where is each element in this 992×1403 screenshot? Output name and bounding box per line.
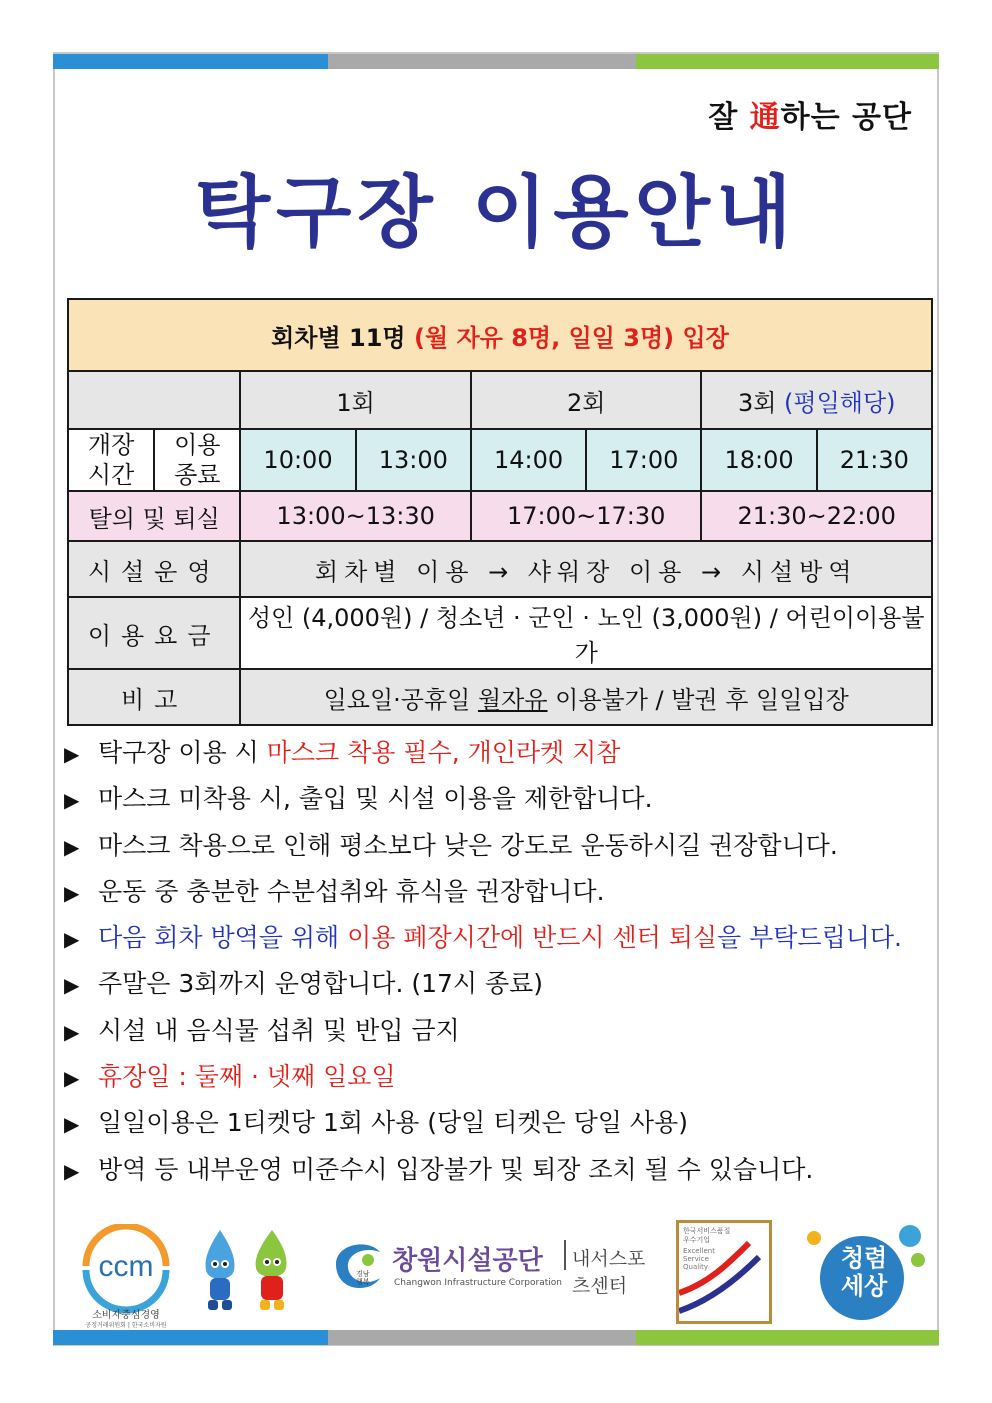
remark-value: 일요일·공휴일 월자유 이용불가 / 발권 후 일일입장 [240, 669, 932, 725]
org-divider [564, 1240, 566, 1270]
session-2-open: 14:00 [471, 429, 586, 491]
bullet-arrow-icon: ▶ [64, 788, 80, 813]
bar-segment-gray [328, 1330, 636, 1345]
org-center: 내서스포츠센터 [572, 1248, 646, 1297]
session-2-end: 17:00 [586, 429, 701, 491]
ksq-stripes-icon [679, 1223, 769, 1321]
page-title: 탁구장 이용안내 [194, 168, 798, 258]
bullet-arrow-icon: ▶ [64, 1066, 80, 1091]
bar-segment-blue [53, 54, 328, 69]
seal-small-text: 경남 행복 [356, 1270, 370, 1286]
bullet-arrow-icon: ▶ [64, 927, 80, 952]
ccm-sub2: 공정거래위원회 | 한국소비자원 [85, 1322, 167, 1329]
ccm-sub: 소비자중심경영 [92, 1310, 160, 1321]
bullet-arrow-icon: ▶ [64, 880, 80, 905]
session-3-end: 21:30 [817, 429, 932, 491]
operation-row [68, 541, 932, 597]
ksq-kr: 한국서비스품질 우수기업 [683, 1227, 731, 1244]
session-3: 3회 (평일해당) [701, 371, 932, 429]
bullet-arrow-icon: ▶ [64, 1112, 80, 1137]
ksq-badge [676, 1220, 772, 1324]
remark-label: 비고 [68, 669, 240, 725]
top-color-bar [53, 54, 939, 69]
notice-text: 방역 등 내부운영 미준수시 입장불가 및 퇴장 조치 될 수 있습니다. [98, 1154, 814, 1184]
ksq-en: Excellent Service Quality [683, 1247, 715, 1271]
notice-text: 시설 내 음식물 섭취 및 반입 금지 [98, 1015, 460, 1045]
notice-item [64, 776, 934, 822]
session-2: 2회 [471, 371, 702, 429]
ccm-logo [76, 1224, 176, 1329]
session-1: 1회 [240, 371, 471, 429]
notice-text: 마스크 미착용 시, 출입 및 시설 이용을 제한합니다. [98, 784, 653, 814]
remark-row [68, 669, 932, 725]
notice-text: 탁구장 이용 시 [98, 738, 267, 767]
capacity-header: 회차별 11명 (월 자유 8명, 일일 3명) 입장 [68, 299, 932, 371]
notice-item [64, 1100, 934, 1146]
notice-text: 휴장일 : 둘째 · 넷째 일요일 [98, 1062, 396, 1092]
fee-label: 이용요금 [68, 597, 240, 669]
operation-label: 시설운영 [68, 541, 240, 597]
changwon-emblem-icon [328, 1234, 388, 1304]
logo-strip [60, 1210, 932, 1328]
bullet-arrow-icon: ▶ [64, 834, 80, 859]
changwon-logo [328, 1234, 648, 1314]
session-1-exit: 13:00~13:30 [240, 491, 471, 541]
fee-value: 성인 (4,000원) / 청소년 · 군인 · 노인 (3,000원) / 어린이이용불가 [240, 597, 932, 669]
notice-text: 다음 회차 방역을 위해 [98, 923, 348, 953]
notice-item [64, 1147, 934, 1193]
session-1-open: 10:00 [240, 429, 355, 491]
mascot-icon [198, 1226, 298, 1318]
exit-label: 탈의 및 퇴실 [68, 491, 240, 541]
notice-text: 일일이용은 1티켓당 1회 사용 (당일 티켓은 당일 사용) [98, 1108, 688, 1138]
bottom-color-bar [53, 1330, 939, 1345]
notice-item [64, 961, 934, 1007]
notice-text: 마스크 착용 필수, 개인라켓 지참 [266, 738, 621, 767]
session-3-open: 18:00 [701, 429, 816, 491]
notice-text: 운동 중 충분한 수분섭취와 휴식을 권장합니다. [98, 876, 605, 906]
session-corner [68, 371, 240, 429]
clean-text-1: 청렴 [840, 1244, 888, 1272]
clean-world-logo [802, 1222, 928, 1322]
notice-item [64, 1008, 934, 1054]
operation-value: 회차별 이용 → 샤워장 이용 → 시설방역 [240, 541, 932, 597]
notice-item [64, 915, 934, 961]
notice-item [64, 823, 934, 869]
notice-list [64, 730, 934, 1193]
session-1-end: 13:00 [356, 429, 471, 491]
bullet-arrow-icon: ▶ [64, 742, 80, 766]
notice-text: 마스크 착용으로 인해 평소보다 낮은 강도로 운동하시길 권장합니다. [98, 830, 838, 860]
table-header-row [68, 299, 932, 371]
schedule-table [67, 298, 933, 726]
ccm-text: ccm [98, 1250, 154, 1283]
bar-segment-gray [328, 54, 636, 69]
notice-text: 주말은 3회까지 운영합니다. (17시 종료) [98, 969, 544, 999]
bar-segment-green [636, 1330, 939, 1345]
open-time-label: 개장 시간 [68, 429, 154, 491]
fee-row [68, 597, 932, 669]
session-row [68, 371, 932, 429]
bar-segment-blue [53, 1330, 328, 1345]
end-time-label: 이용 종료 [154, 429, 240, 491]
session-2-exit: 17:00~17:30 [471, 491, 702, 541]
notice-item [64, 730, 934, 776]
mascot-characters [198, 1226, 298, 1318]
bullet-arrow-icon: ▶ [64, 1158, 80, 1183]
session-3-exit: 21:30~22:00 [701, 491, 932, 541]
bullet-arrow-icon: ▶ [64, 1019, 80, 1044]
org-name: 창원시설공단 [392, 1246, 543, 1276]
clean-text-2: 세상 [840, 1272, 888, 1300]
exit-row [68, 491, 932, 541]
org-eng: Changwon Infrastructure Corporation [394, 1278, 562, 1288]
notice-item [64, 1054, 934, 1100]
notice-text: 을 부탁드립니다. [717, 923, 902, 953]
bar-segment-green [636, 54, 939, 69]
notice-text: 이용 폐장시간에 반드시 센터 퇴실 [347, 923, 718, 953]
notice-item [64, 869, 934, 915]
bullet-arrow-icon: ▶ [64, 973, 80, 998]
slogan: 잘 通하는 공단 [708, 100, 912, 135]
times-row [68, 429, 932, 491]
